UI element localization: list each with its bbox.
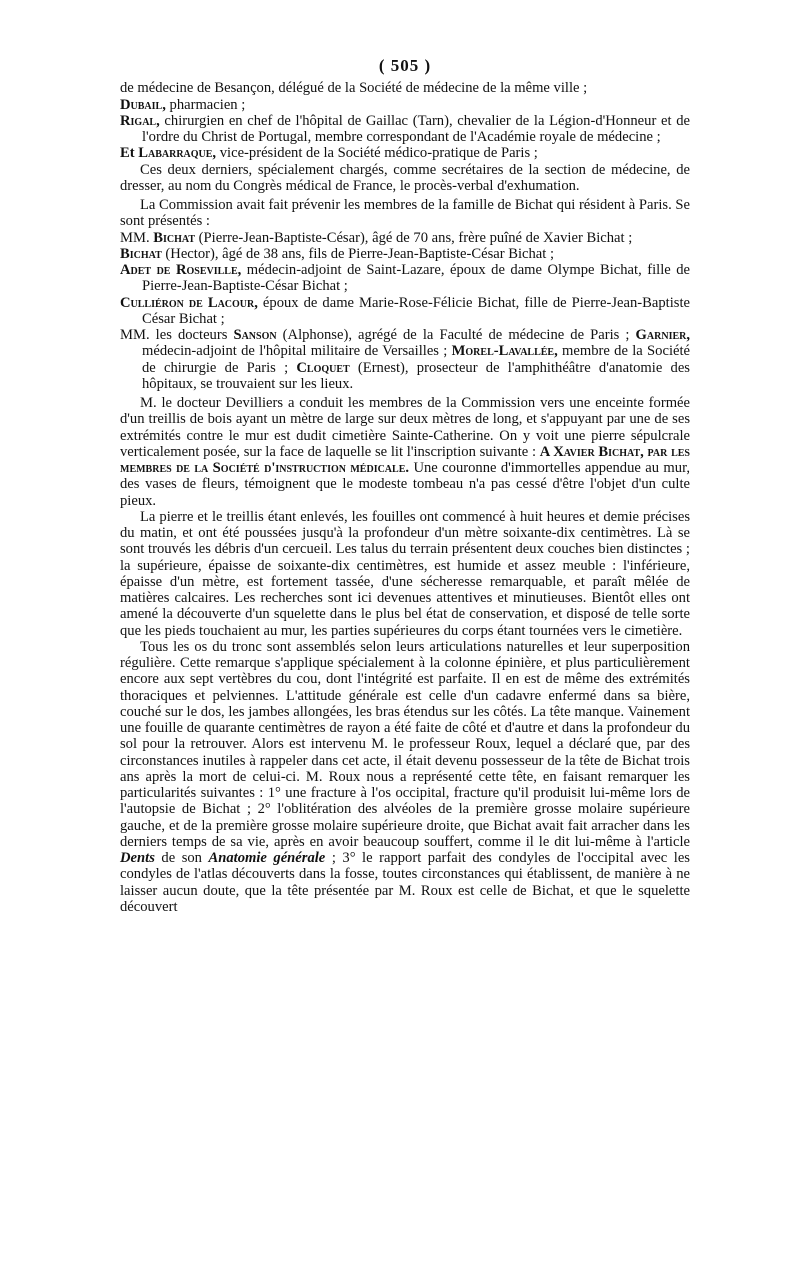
entry-bichat-pierre bbox=[120, 230, 690, 246]
paragraph-enceinte-text: M. le docteur Devilliers a conduit les membres de la Commission vers une enceinte formée d'un treillis de bois ayant un mètre de large sur deux mètres de long, et s'appuyant par une de ses extrémités contre le mur est dudit cimetière Sainte-Catherine. On y voit une pierre sépulcrale verticalement posée, sur la face de laquelle se lit l'inscription suivante : bbox=[120, 395, 690, 460]
name-garnier: Garnier, bbox=[635, 327, 690, 343]
entry-mm-prefix: MM. bbox=[120, 229, 154, 246]
paragraph-os-text-3: ; 3° le rapport parfait des condyles de l'occipital avec les condyles de l'atlas découverts dans la fosse, toutes circonstances qui établissent, de manière à ne laisser aucun doute, que la tête présentée par M. Roux est celle de Bichat, et que le squelette découvert bbox=[120, 850, 690, 915]
name-cloquet: Cloquet bbox=[296, 359, 350, 376]
entry-rigal bbox=[120, 113, 690, 146]
entry-bichat-pierre-text: (Pierre-Jean-Baptiste-César), âgé de 70 ans, frère puîné de Xavier Bichat ; bbox=[195, 229, 633, 246]
name-morel-lavallee: Morel-Lavallée, bbox=[451, 343, 558, 360]
paragraph-fouilles: La pierre et le treillis étant enlevés, les fouilles ont commencé à huit heures et demie précises du matin, et ont été poussées jusqu'à la profondeur d'un mètre soixante-dix centimètres. Là se sont trouvés les débris d'un cercueil. Les talus du terrain présentent deux couches bien distinctes ; la supérieure, épaisse de soixante-dix centimètres, est humide et assez meuble : l'inférieure, épaisse d'un mètre, est fortement tassée, d'une sécheresse remarquable, et paraît mêlée de matières calcaires. Les recherches sont ici devenues attentives et minutieuses. Bientôt elles ont amené la découverte d'un squelette dans le plus bel état de conservation, et disposé de telle sorte que les pieds touchaient au mur, les parties supérieures du corps étant tournées vers le cimetière. bbox=[120, 508, 690, 639]
entry-dubail-text: pharmacien ; bbox=[165, 96, 246, 113]
paragraph-commission: La Commission avait fait prévenir les membres de la famille de Bichat qui résident à Paris. Se sont présentés : bbox=[120, 197, 690, 230]
entry-cullieron-text: époux de dame Marie-Rose-Félicie Bichat, fille de Pierre-Jean-Baptiste César Bichat ; bbox=[142, 294, 690, 327]
name-bichat-hector: Bichat bbox=[120, 245, 162, 262]
paragraph-os-du-tronc bbox=[120, 639, 690, 915]
name-adet-de-roseville: Adet de Roseville, bbox=[120, 262, 242, 278]
italic-dents: Dents bbox=[120, 850, 155, 866]
entry-cullieron-de-lacour bbox=[120, 295, 690, 328]
name-bichat-pierre: Bichat bbox=[153, 229, 196, 246]
tomb-inscription: A Xavier Bichat, par les membres de la Société d'instruction médicale. bbox=[120, 443, 690, 476]
entry-labarraque-prefix: Et bbox=[120, 145, 139, 162]
entry-bichat-hector bbox=[120, 246, 690, 262]
entry-docteurs bbox=[120, 327, 690, 392]
name-cullieron-de-lacour: Culliéron de Lacour, bbox=[120, 294, 258, 311]
paragraph-os-text-2: de son bbox=[154, 850, 209, 866]
paragraph-besancon: de médecine de Besançon, délégué de la Société de médecine de la même ville ; bbox=[120, 80, 588, 97]
entry-adet-de-roseville bbox=[120, 262, 690, 295]
name-labarraque: Labarraque, bbox=[138, 145, 217, 162]
italic-anatomie-generale: Anatomie générale bbox=[208, 850, 326, 866]
entry-rigal-text: chirurgien en chef de l'hôpital de Gaillac (Tarn), chevalier de la Légion-d'Honneur et de l'ordre du Christ de Portugal, membre correspondant de l'Académie royale de médecine ; bbox=[142, 112, 690, 145]
entry-dubail bbox=[120, 97, 690, 113]
entry-cloquet-text: (Ernest), prosecteur de l'amphithéâtre d'anatomie des hôpitaux, se trouvaient sur les lieux. bbox=[142, 359, 690, 392]
entry-labarraque bbox=[120, 145, 690, 161]
name-dubail: Dubail, bbox=[120, 96, 166, 113]
paragraph-enceinte bbox=[120, 395, 690, 509]
entry-morel-text: membre de la Société de chirurgie de Paris ; bbox=[142, 343, 691, 376]
page-number: ( 505 ) bbox=[378, 56, 432, 75]
name-rigal: Rigal, bbox=[120, 112, 160, 129]
entry-bichat-hector-text: (Hector), âgé de 38 ans, fils de Pierre-Jean-Baptiste-César Bichat ; bbox=[161, 245, 555, 262]
name-sanson: Sanson bbox=[233, 327, 277, 343]
entry-docteurs-prefix: MM. les docteurs bbox=[120, 327, 234, 343]
paragraph-os-text: Tous les os du tronc sont assemblés selon leurs articulations naturelles et leur superposition régulière. Cette remarque s'applique spécialement à la colonne épinière, et plus particulièrement encore aux sept vertèbres du cou, dont l'intégrité est parfaite. Il en est de même des extrémités thoraciques et pelviennes. L'attitude générale est celle d'un cadavre enfermé dans sa bière, couché sur le dos, les jambes allongées, les bras étendus sur les côtés. La tête manque. Vainement une fouille de quarante centimètres de rayon a été faite de côté et d'autre et dans la profondeur du sol pour la retrouver. Alors est intervenu M. le professeur Roux, lequel a déclaré que, par des circonstances inutiles à rappeler dans cet acte, il était devenu possesseur de la tête de Bichat trois ans après la mort de celui-ci. M. Roux nous a représenté cette tête, en faisant remarquer les particularités suivantes : 1° une fracture à l'os occipital, fracture qu'il produisit lui-même lors de l'autopsie de Bichat ; 2° l'oblitération des alvéoles de la première grosse molaire supérieure gauche, et de la première grosse molaire supérieure droite, que Bichat avait fait arracher dans les derniers temps de sa vie, après en avoir beaucoup souffert, comme il le dit lui-même à l'article bbox=[120, 638, 690, 850]
entry-sanson-text: (Alphonse), agrégé de la Faculté de médecine de Paris ; bbox=[276, 327, 636, 343]
paragraph-couronne-text: Une couronne d'immortelles appendue au mur, des vases de fleurs, témoignent que le modeste tombeau n'a pas cessé d'être l'objet d'un culte pieux. bbox=[120, 460, 691, 509]
entry-labarraque-text: vice-président de la Société médico-pratique de Paris ; bbox=[216, 145, 538, 162]
entry-adet-text: médecin-adjoint de Saint-Lazare, époux de dame Olympe Bichat, fille de Pierre-Jean-Baptiste-César Bichat ; bbox=[142, 262, 690, 295]
entry-garnier-text: médecin-adjoint de l'hôpital militaire de Versailles ; bbox=[142, 343, 452, 360]
paragraph-secretaires: Ces deux derniers, spécialement chargés, comme secrétaires de la section de médecine, de dresser, au nom du Congrès médical de France, le procès-verbal d'exhumation. bbox=[120, 161, 690, 194]
